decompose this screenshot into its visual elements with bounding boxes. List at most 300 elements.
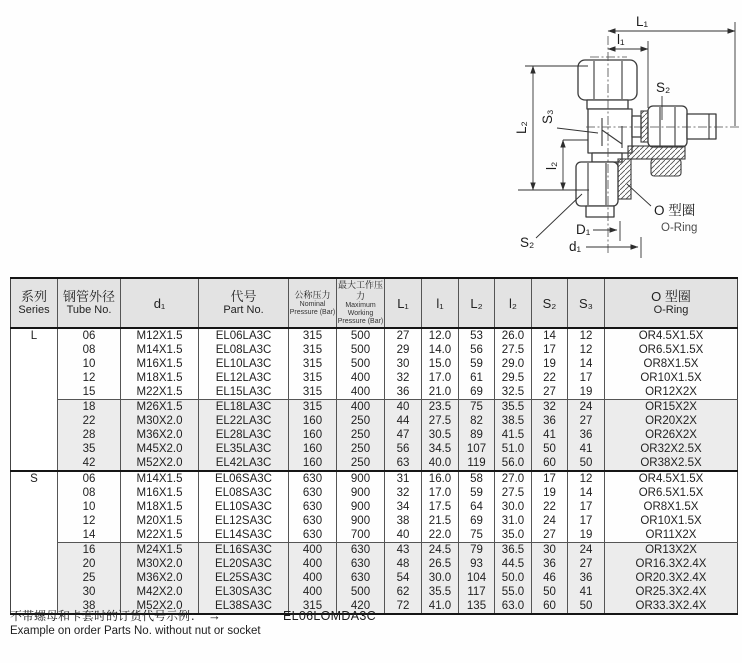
table-cell: 32 [532, 400, 568, 415]
table-cell: 40.0 [422, 456, 459, 471]
table-cell: 27 [568, 414, 605, 428]
table-row [11, 557, 738, 571]
table-cell: M18X1.5 [121, 500, 199, 514]
table-cell: 22 [532, 500, 568, 514]
mount-plate-section [628, 146, 685, 159]
table-cell: 42 [58, 456, 121, 471]
table-cell: 900 [337, 486, 385, 500]
table-row [11, 486, 738, 500]
table-cell: 69 [459, 385, 495, 400]
table-cell: 35.5 [422, 585, 459, 599]
table-row [11, 585, 738, 599]
table-row [11, 385, 738, 400]
table-cell: 12.0 [422, 328, 459, 343]
table-cell: 630 [289, 528, 337, 543]
table-cell: 315 [289, 400, 337, 415]
right-stud [687, 114, 716, 139]
table-cell: 17 [532, 471, 568, 486]
table-cell: EL10LA3C [199, 357, 289, 371]
table-cell: 160 [289, 428, 337, 442]
table-cell: 19 [568, 385, 605, 400]
table-cell: 12 [568, 328, 605, 343]
table-cell: 48 [385, 557, 422, 571]
table-cell: M22X1.5 [121, 385, 199, 400]
col-S3: S₃ [568, 278, 605, 328]
table-cell: 21.0 [422, 385, 459, 400]
table-cell: 31 [385, 471, 422, 486]
table-cell: 46 [532, 571, 568, 585]
table-cell: OR33.3X2.4X [605, 599, 738, 614]
dim-S2-upper: S₂ [656, 80, 671, 95]
table-cell: 315 [289, 357, 337, 371]
table-cell: 41 [532, 428, 568, 442]
dim-L2: L₂ [514, 121, 529, 134]
table-cell: OR16.3X2.4X [605, 557, 738, 571]
table-cell: 40 [385, 400, 422, 415]
table-cell: 17.0 [422, 371, 459, 385]
fitting-body [576, 60, 716, 217]
table-cell: 630 [289, 471, 337, 486]
order-note-en: Example on order Parts No. without nut or socket [10, 625, 261, 637]
table-cell: 30.5 [422, 428, 459, 442]
table-row [11, 571, 738, 585]
table-cell: M26X1.5 [121, 400, 199, 415]
table-cell: 10 [58, 357, 121, 371]
table-cell: 31.0 [495, 514, 532, 528]
table-cell: 43 [385, 543, 422, 558]
table-cell: 30.0 [495, 500, 532, 514]
table-cell: OR4.5X1.5X [638, 330, 704, 342]
center-body [588, 109, 632, 153]
dim-l1: l₁ [617, 32, 625, 47]
table-cell: 30 [385, 357, 422, 371]
table-cell: EL12LA3C [199, 371, 289, 385]
table-cell: 160 [289, 414, 337, 428]
spec-table-header [11, 278, 738, 328]
table-cell: 41.0 [422, 599, 459, 614]
table-cell: 36 [568, 428, 605, 442]
table-cell: 27.5 [495, 343, 532, 357]
table-cell: 119 [459, 456, 495, 471]
table-row [11, 328, 738, 343]
table-cell: 27 [385, 328, 422, 343]
table-cell: EL35LA3C [199, 442, 289, 456]
table-cell: 26.5 [422, 557, 459, 571]
table-row [11, 514, 738, 528]
table-cell: 32 [385, 371, 422, 385]
col-S2: S₂ [532, 278, 568, 328]
table-cell: 53 [459, 328, 495, 343]
table-cell: OR12X2X [645, 386, 697, 398]
table-cell: 24 [532, 514, 568, 528]
table-cell: 27 [532, 385, 568, 400]
table-cell: EL06LA3C [199, 328, 289, 343]
table-cell: 14.0 [422, 343, 459, 357]
table-cell: 500 [337, 328, 385, 343]
table-cell: 75 [459, 528, 495, 543]
table-cell: 107 [459, 442, 495, 456]
table-cell: 27.0 [495, 471, 532, 486]
table-cell: 17 [532, 343, 568, 357]
table-cell: 500 [337, 585, 385, 599]
table-cell: 72 [385, 599, 422, 614]
table-cell: M14X1.5 [121, 471, 199, 486]
oring-label-en: O-Ring [661, 222, 698, 234]
table-cell: 400 [337, 371, 385, 385]
table-cell: EL10SA3C [199, 500, 289, 514]
table-cell: 30 [532, 543, 568, 558]
table-cell: 12 [58, 371, 121, 385]
table-cell: 315 [289, 328, 337, 343]
table-cell: 56 [385, 442, 422, 456]
table-cell: 50 [532, 442, 568, 456]
table-cell: M36X2.0 [121, 571, 199, 585]
table-cell: OR20X2X [605, 414, 738, 428]
table-cell: 160 [289, 456, 337, 471]
table-cell: 63 [385, 456, 422, 471]
table-row [11, 357, 738, 371]
table-cell: 630 [289, 514, 337, 528]
table-cell: 20 [58, 557, 121, 571]
table-cell: 104 [459, 571, 495, 585]
table-cell: 12 [58, 514, 121, 528]
table-cell: 56 [459, 343, 495, 357]
lower-nut [576, 162, 618, 206]
table-cell: OR38X2.5X [605, 456, 738, 471]
table-cell: 40 [385, 528, 422, 543]
table-cell: 30 [58, 585, 121, 599]
col-series: 系列 Series [11, 278, 58, 328]
table-cell: 16.0 [422, 471, 459, 486]
col-max-working-pressure: 最大工作压力 Maximum Working Pressure (Bar) [337, 278, 385, 328]
table-cell: OR10X1.5X [640, 515, 702, 527]
table-cell: 15 [58, 385, 121, 400]
table-cell: 61 [459, 371, 495, 385]
arrow-right-icon: → [208, 608, 222, 623]
table-cell: 117 [459, 585, 495, 599]
table-cell: EL08LA3C [199, 343, 289, 357]
table-row [11, 500, 738, 514]
table-cell: 400 [289, 571, 337, 585]
table-cell: 19 [568, 528, 605, 543]
table-cell: M20X1.5 [121, 514, 199, 528]
series-label: S [11, 471, 58, 614]
table-row [11, 343, 738, 357]
table-cell: M22X1.5 [121, 528, 199, 543]
table-row [11, 528, 738, 543]
table-cell: 29.0 [495, 357, 532, 371]
table-cell: 630 [337, 557, 385, 571]
table-cell: 14 [568, 357, 605, 371]
table-cell: 08 [58, 343, 121, 357]
table-cell: M30X2.0 [121, 414, 199, 428]
dim-L1: L₁ [636, 14, 649, 29]
oring-label-cn: O 型圈 [654, 203, 696, 218]
table-cell: M16X1.5 [121, 357, 199, 371]
table-cell: OR6.5X1.5X [638, 344, 704, 356]
table-cell: 30.0 [422, 571, 459, 585]
dim-D1: D₁ [576, 222, 591, 237]
table-cell: 63.0 [495, 599, 532, 614]
table-cell: 06 [58, 328, 121, 343]
table-cell: 25 [58, 571, 121, 585]
table-cell: 700 [337, 528, 385, 543]
table-cell: 41 [568, 585, 605, 599]
table-cell: 35.5 [495, 400, 532, 415]
right-nut [648, 106, 687, 147]
table-cell: 135 [459, 599, 495, 614]
table-cell: 50 [532, 585, 568, 599]
dim-S3: S₃ [540, 109, 555, 124]
table-cell: 17 [568, 514, 605, 528]
table-cell: 400 [289, 543, 337, 558]
table-cell: M42X2.0 [121, 585, 199, 599]
table-cell: 400 [289, 585, 337, 599]
table-cell: 24.5 [422, 543, 459, 558]
table-cell: 26.0 [495, 328, 532, 343]
table-cell: EL18LA3C [199, 400, 289, 415]
table-cell: OR11X2X [645, 529, 697, 541]
table-cell: OR6.5X1.5X [638, 487, 704, 499]
table-cell: 14 [58, 528, 121, 543]
table-cell: 36 [532, 557, 568, 571]
table-cell: EL25SA3C [199, 571, 289, 585]
table-row [11, 400, 738, 415]
table-cell: 22.0 [422, 528, 459, 543]
table-cell: 59 [459, 357, 495, 371]
table-cell: 250 [337, 456, 385, 471]
table-cell: 400 [337, 400, 385, 415]
table-cell: 60 [532, 599, 568, 614]
table-cell: 315 [289, 371, 337, 385]
table-cell: OR26X2X [605, 428, 738, 442]
table-cell: 12 [568, 343, 605, 357]
table-cell: 51.0 [495, 442, 532, 456]
table-cell: 420 [337, 599, 385, 614]
oring-section [618, 159, 631, 199]
top-collar [587, 100, 628, 109]
table-cell: OR32X2.5X [605, 442, 738, 456]
table-row [11, 371, 738, 385]
table-cell: 32 [385, 486, 422, 500]
table-cell: 500 [337, 343, 385, 357]
table-cell: 36.5 [495, 543, 532, 558]
table-cell: M30X2.0 [121, 557, 199, 571]
table-cell: 160 [289, 442, 337, 456]
col-L2: L₂ [459, 278, 495, 328]
table-cell: 38 [385, 514, 422, 528]
table-cell: 62 [385, 585, 422, 599]
table-cell: 19 [532, 357, 568, 371]
table-cell: 500 [337, 357, 385, 371]
col-tube-no: 钢管外径 Tube No. [58, 278, 121, 328]
table-cell: 22 [58, 414, 121, 428]
table-cell: OR8X1.5X [643, 501, 699, 513]
table-cell: 38.5 [495, 414, 532, 428]
order-note-cn: 不带螺母和卡套时的订货代号示例： → [10, 608, 222, 623]
right-ferrule [641, 111, 648, 142]
table-cell: OR13X2X [605, 543, 738, 558]
table-cell: EL42LA3C [199, 456, 289, 471]
table-row [11, 442, 738, 456]
table-cell: 44.5 [495, 557, 532, 571]
table-cell: 400 [337, 385, 385, 400]
table-cell: 58 [459, 471, 495, 486]
table-cell: EL06SA3C [199, 471, 289, 486]
table-cell: 60 [532, 456, 568, 471]
table-cell: 29 [385, 343, 422, 357]
table-cell: 27.5 [495, 486, 532, 500]
fitting-diagram [490, 0, 742, 265]
table-cell: 900 [337, 471, 385, 486]
table-cell: 36 [385, 385, 422, 400]
table-cell: 50.0 [495, 571, 532, 585]
table-row [11, 456, 738, 471]
table-cell: 315 [289, 343, 337, 357]
col-oring: O 型圈 O-Ring [605, 278, 738, 328]
table-cell: OR20.3X2.4X [605, 571, 738, 585]
table-cell: 630 [337, 543, 385, 558]
table-cell: 06 [58, 471, 121, 486]
table-cell: M52X2.0 [121, 599, 199, 614]
table-cell: 41.5 [495, 428, 532, 442]
table-cell: M12X1.5 [121, 328, 199, 343]
boss-section [651, 159, 681, 176]
table-cell: 24 [568, 400, 605, 415]
table-cell: OR4.5X1.5X [605, 471, 738, 486]
table-cell: EL20SA3C [199, 557, 289, 571]
lower-stud [586, 206, 614, 217]
table-row [11, 471, 738, 486]
table-cell: EL15LA3C [199, 385, 289, 400]
col-nominal-pressure: 公称压力 Nominal Pressure (Bar) [289, 278, 337, 328]
col-d1: d₁ [121, 278, 199, 328]
table-cell: EL28LA3C [199, 428, 289, 442]
col-l1: l₁ [422, 278, 459, 328]
table-cell: OR8X1.5X [643, 358, 699, 370]
col-l2: l₂ [495, 278, 532, 328]
table-cell: 55.0 [495, 585, 532, 599]
table-cell: 34.5 [422, 442, 459, 456]
table-cell: 27.5 [422, 414, 459, 428]
table-cell: 79 [459, 543, 495, 558]
table-cell: 18 [58, 400, 121, 415]
table-cell: 250 [337, 414, 385, 428]
table-cell: 27 [532, 528, 568, 543]
dim-d1: d₁ [569, 239, 582, 254]
table-cell: 22 [532, 371, 568, 385]
table-cell: 400 [289, 557, 337, 571]
table-cell: 56.0 [495, 456, 532, 471]
table-cell: 82 [459, 414, 495, 428]
table-cell: 75 [459, 400, 495, 415]
table-row [11, 543, 738, 558]
table-cell: 08 [58, 486, 121, 500]
table-cell: 36 [568, 571, 605, 585]
example-part-no: EL06LOMDA3C [283, 609, 376, 623]
table-cell: 14 [532, 328, 568, 343]
table-cell: 12 [568, 471, 605, 486]
table-cell: 630 [289, 486, 337, 500]
table-cell: M16X1.5 [121, 486, 199, 500]
table-cell: 17 [568, 371, 605, 385]
table-row [11, 428, 738, 442]
table-cell: EL12SA3C [199, 514, 289, 528]
right-neck [632, 116, 641, 137]
table-cell: 64 [459, 500, 495, 514]
table-cell: 32.5 [495, 385, 532, 400]
table-cell: OR10X1.5X [640, 372, 702, 384]
table-cell: 16 [58, 543, 121, 558]
table-cell: M18X1.5 [121, 371, 199, 385]
table-cell: 34 [385, 500, 422, 514]
series-label: L [11, 328, 58, 471]
table-cell: 17 [568, 500, 605, 514]
table-cell: 36 [532, 414, 568, 428]
table-cell: 900 [337, 514, 385, 528]
table-cell: EL16SA3C [199, 543, 289, 558]
table-cell: 15.0 [422, 357, 459, 371]
table-cell: OR25.3X2.4X [605, 585, 738, 599]
table-cell: 250 [337, 428, 385, 442]
table-cell: EL08SA3C [199, 486, 289, 500]
table-cell: M52X2.0 [121, 456, 199, 471]
table-cell: 47 [385, 428, 422, 442]
table-row [11, 414, 738, 428]
table-cell: 10 [58, 500, 121, 514]
table-cell: 17.5 [422, 500, 459, 514]
table-cell: 14 [568, 486, 605, 500]
table-cell: 17.0 [422, 486, 459, 500]
table-cell: M36X2.0 [121, 428, 199, 442]
table-cell: 29.5 [495, 371, 532, 385]
table-cell: M14X1.5 [121, 343, 199, 357]
spec-table [10, 277, 738, 615]
table-cell: 69 [459, 514, 495, 528]
table-cell: M45X2.0 [121, 442, 199, 456]
table-cell: 315 [289, 599, 337, 614]
table-cell: 630 [289, 500, 337, 514]
table-cell: 54 [385, 571, 422, 585]
table-cell: 35 [58, 442, 121, 456]
table-cell: 28 [58, 428, 121, 442]
table-cell: 27 [568, 557, 605, 571]
table-cell: 23.5 [422, 400, 459, 415]
table-cell: 50 [568, 599, 605, 614]
table-cell: EL14SA3C [199, 528, 289, 543]
spec-table-body [11, 328, 738, 614]
table-cell: 250 [337, 442, 385, 456]
table-cell: 44 [385, 414, 422, 428]
table-cell: OR15X2X [605, 400, 738, 415]
table-cell: EL22LA3C [199, 414, 289, 428]
table-cell: 21.5 [422, 514, 459, 528]
table-cell: 315 [289, 385, 337, 400]
table-cell: 19 [532, 486, 568, 500]
col-part-no: 代号 Part No. [199, 278, 289, 328]
table-cell: 24 [568, 543, 605, 558]
dim-S2-lower: S₂ [520, 235, 535, 250]
table-cell: EL38SA3C [199, 599, 289, 614]
table-cell: 35.0 [495, 528, 532, 543]
table-cell: 50 [568, 456, 605, 471]
table-cell: 900 [337, 500, 385, 514]
col-L1: L₁ [385, 278, 422, 328]
dim-l2: l₂ [544, 161, 559, 170]
table-cell: 93 [459, 557, 495, 571]
table-cell: 630 [337, 571, 385, 585]
table-cell: 59 [459, 486, 495, 500]
